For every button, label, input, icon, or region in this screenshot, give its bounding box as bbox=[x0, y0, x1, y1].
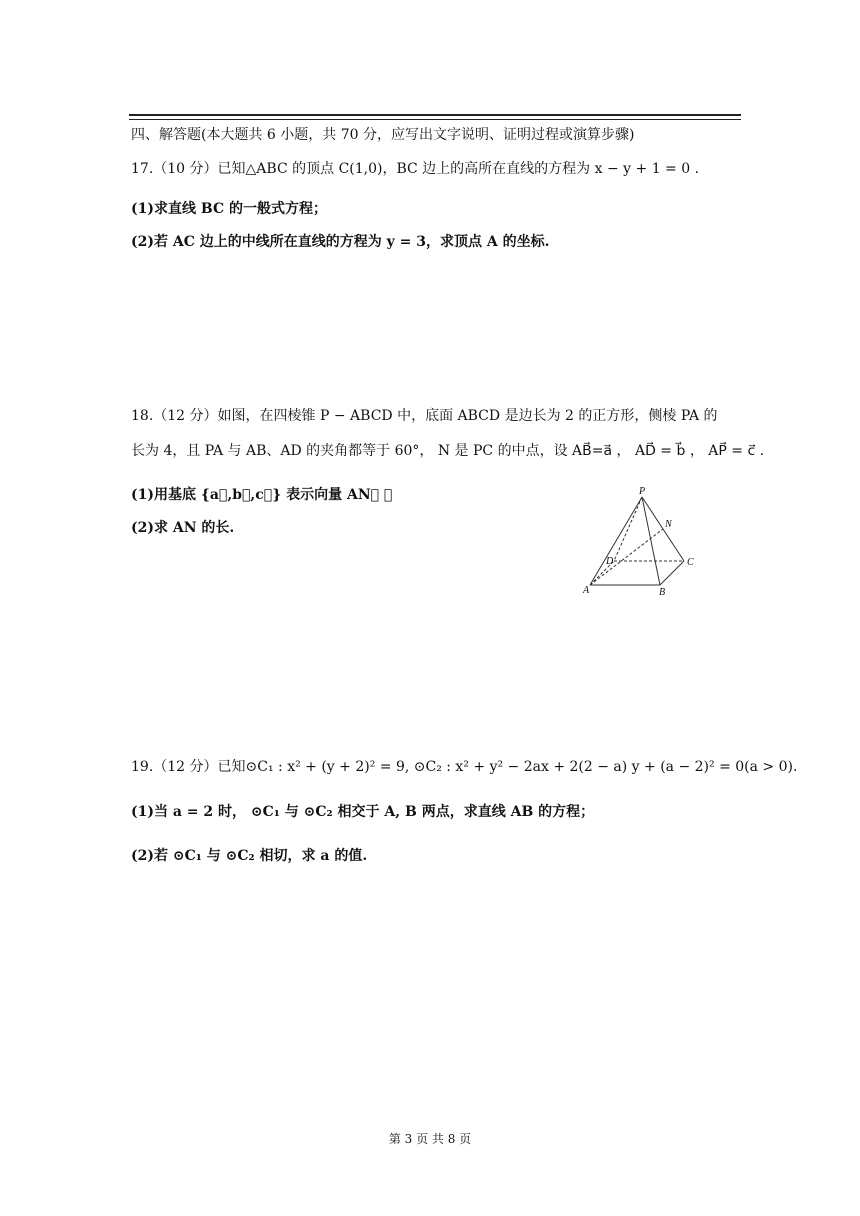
q19-stem: 19.（12 分）已知⊙C₁ : x² + (y + 2)² = 9, ⊙C₂ : x² + y² − 2ax + 2(2 − a) y + (a − 2)² = 0(a > 0). bbox=[131, 759, 798, 775]
edge-pa bbox=[590, 497, 642, 585]
header-rule-thin bbox=[129, 119, 741, 120]
edge-pd bbox=[614, 497, 642, 561]
segment-an bbox=[590, 529, 663, 585]
q19-part2: (2)若 ⊙C₁ 与 ⊙C₂ 相切，求 a 的值. bbox=[131, 848, 368, 864]
label-n: N bbox=[665, 519, 672, 530]
label-b: B bbox=[659, 587, 666, 598]
q18-stem-line2: 长为 4，且 PA 与 AB、AD 的夹角都等于 60°， N 是 PC 的中点，设 AB⃗=a⃗ ， AD⃗ = b⃗ ， AP⃗ = c⃗ . bbox=[131, 443, 765, 459]
page-footer: 第 3 页 共 8 页 bbox=[388, 1132, 472, 1146]
q17-stem: 17.（10 分）已知△ABC 的顶点 C(1,0)，BC 边上的高所在直线的方程为 x − y + 1 = 0 . bbox=[131, 161, 700, 177]
q17-part1: (1)求直线 BC 的一般式方程； bbox=[131, 201, 327, 217]
header-rule-thick bbox=[129, 114, 741, 116]
q18-part2: (2)求 AN 的长. bbox=[131, 520, 235, 536]
edge-bc bbox=[660, 561, 684, 585]
label-p: P bbox=[639, 486, 646, 497]
label-d: D bbox=[606, 556, 614, 567]
section-header: 四、解答题(本大题共 6 小题，共 70 分，应写出文字说明、证明过程或演算步骤) bbox=[131, 127, 635, 143]
q19-part1: (1)当 a = 2 时， ⊙C₁ 与 ⊙C₂ 相交于 A, B 两点，求直线 AB 的方程； bbox=[131, 804, 595, 820]
pyramid-figure bbox=[580, 485, 700, 600]
label-c: C bbox=[687, 557, 694, 568]
label-a: A bbox=[583, 585, 590, 596]
q18-part1: (1)用基底 {a⃗,b⃗,c⃗} 表示向量 AN⃗ ； bbox=[131, 487, 393, 503]
q18-stem-line1: 18.（12 分）如图，在四棱锥 P − ABCD 中，底面 ABCD 是边长为 2 的正方形，侧棱 PA 的 bbox=[131, 408, 718, 424]
q17-part2: (2)若 AC 边上的中线所在直线的方程为 y = 3，求顶点 A 的坐标. bbox=[131, 234, 550, 250]
